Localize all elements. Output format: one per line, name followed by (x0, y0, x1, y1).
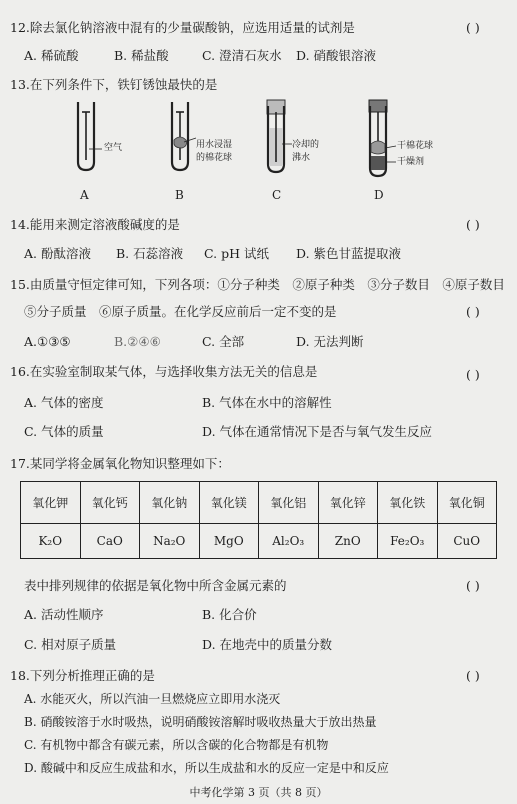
q12-stem: 12.除去氯化钠溶液中混有的少量碳酸钠，应选用适量的试剂是 (10, 20, 355, 35)
q14-option-c: C. pH 试纸 (204, 246, 269, 261)
oxide-formula-cell: Fe₂O₃ (378, 524, 438, 559)
oxide-formula-cell: ZnO (318, 524, 378, 559)
q17-option-a: A. 活动性顺序 (24, 607, 104, 622)
oxide-formula-cell: MgO (199, 524, 259, 559)
oxide-name-cell: 氧化铁 (378, 482, 438, 524)
tube-a-label: 空气 (104, 143, 123, 153)
q12-option-d: D. 硝酸银溶液 (296, 48, 377, 63)
q15-answer-paren: ( ) (466, 304, 480, 319)
oxide-formula-cell: CaO (80, 524, 140, 559)
q13-stem: 13.在下列条件下，铁钉锈蚀最快的是 (10, 77, 218, 92)
q12-option-a: A. 稀硫酸 (24, 48, 79, 63)
tube-letter-d: D (374, 188, 384, 202)
q15-option-d: D. 无法判断 (296, 334, 364, 349)
q15-stem-line2: ⑤分子质量 ⑥原子质量。在化学反应前后一定不变的是 (24, 304, 337, 319)
tube-c-label-line1: 冷却的 (292, 140, 320, 150)
tube-letter-b: B (175, 188, 184, 202)
q14-answer-paren: ( ) (466, 217, 480, 232)
q17-option-c: C. 相对原子质量 (24, 637, 117, 652)
q16-stem: 16.在实验室制取某气体，与选择收集方法无关的信息是 (10, 364, 318, 379)
q18-option-b: B. 硝酸铵溶于水时吸热，说明硝酸铵溶解时吸收热量大于放出热量 (24, 715, 377, 729)
q15-stem: 15.由质量守恒定律可知，下列各项：①分子种类 ②原子种类 ③分子数目 ④原子数目 (10, 277, 505, 292)
oxide-name-cell: 氧化钠 (140, 482, 200, 524)
oxide-formula-row (21, 524, 497, 559)
q17-option-b: B. 化合价 (202, 607, 257, 622)
q18-option-c: C. 有机物中都含有碳元素，所以含碳的化合物都是有机物 (24, 738, 329, 752)
tube-letter-c: C (272, 188, 282, 202)
oxide-formula-cell: K₂O (21, 524, 81, 559)
q15-option-b: B.②④⑥ (114, 334, 161, 349)
q16-option-a: A. 气体的密度 (24, 395, 104, 410)
oxide-formula-cell: CuO (437, 524, 497, 559)
oxide-name-cell: 氧化铝 (259, 482, 319, 524)
tube-d-label-line2: 干燥剂 (397, 157, 425, 167)
q16-answer-paren: ( ) (466, 367, 480, 382)
tube-letter-a: A (80, 188, 89, 202)
q18-option-a: A. 水能灭火，所以汽油一旦燃烧应立即用水浇灭 (24, 692, 281, 706)
oxide-name-cell: 氧化锌 (318, 482, 378, 524)
test-tube-a-figure (68, 100, 118, 172)
q16-option-b: B. 气体在水中的溶解性 (202, 395, 332, 410)
q17-option-d: D. 在地壳中的质量分数 (202, 637, 333, 652)
q17-stem: 17.某同学将金属氧化物知识整理如下： (10, 456, 230, 471)
tube-b-label-line2: 的棉花球 (196, 153, 233, 163)
oxide-name-cell: 氧化钾 (21, 482, 81, 524)
oxide-name-cell: 氧化铜 (437, 482, 497, 524)
q14-option-d: D. 紫色甘蓝提取液 (296, 246, 402, 261)
q12-option-b: B. 稀盐酸 (114, 48, 169, 63)
tube-c-label-line2: 沸水 (292, 153, 311, 163)
metal-oxide-table (20, 481, 497, 559)
q14-stem: 14.能用来测定溶液酸碱度的是 (10, 217, 180, 232)
q18-answer-paren: ( ) (466, 668, 480, 683)
q17-sub-question: 表中排列规律的依据是氧化物中所含金属元素的 (24, 578, 287, 593)
q18-option-d: D. 酸碱中和反应生成盐和水，所以生成盐和水的反应一定是中和反应 (24, 761, 389, 775)
q15-option-c: C. 全部 (202, 334, 245, 349)
q17-answer-paren: ( ) (466, 578, 480, 593)
q12-answer-paren: ( ) (466, 20, 480, 35)
q16-option-c: C. 气体的质量 (24, 424, 104, 439)
oxide-formula-cell: Na₂O (140, 524, 200, 559)
oxide-name-cell: 氧化钙 (80, 482, 140, 524)
q18-stem: 18.下列分析推理正确的是 (10, 668, 155, 683)
oxide-name-cell: 氧化镁 (199, 482, 259, 524)
q15-option-a: A.①③⑤ (24, 334, 71, 349)
q14-option-b: B. 石蕊溶液 (116, 246, 184, 261)
oxide-name-row (21, 482, 497, 524)
q16-option-d: D. 气体在通常情况下是否与氧气发生反应 (202, 424, 433, 439)
tube-b-label-line1: 用水浸湿 (196, 140, 233, 150)
q14-option-a: A. 酚酞溶液 (24, 246, 91, 261)
oxide-formula-cell: Al₂O₃ (259, 524, 319, 559)
tube-d-label-line1: 干棉花球 (397, 141, 434, 151)
q12-option-c: C. 澄清石灰水 (202, 48, 282, 63)
page-footer: 中考化学第 3 页（共 8 页） (189, 786, 328, 799)
